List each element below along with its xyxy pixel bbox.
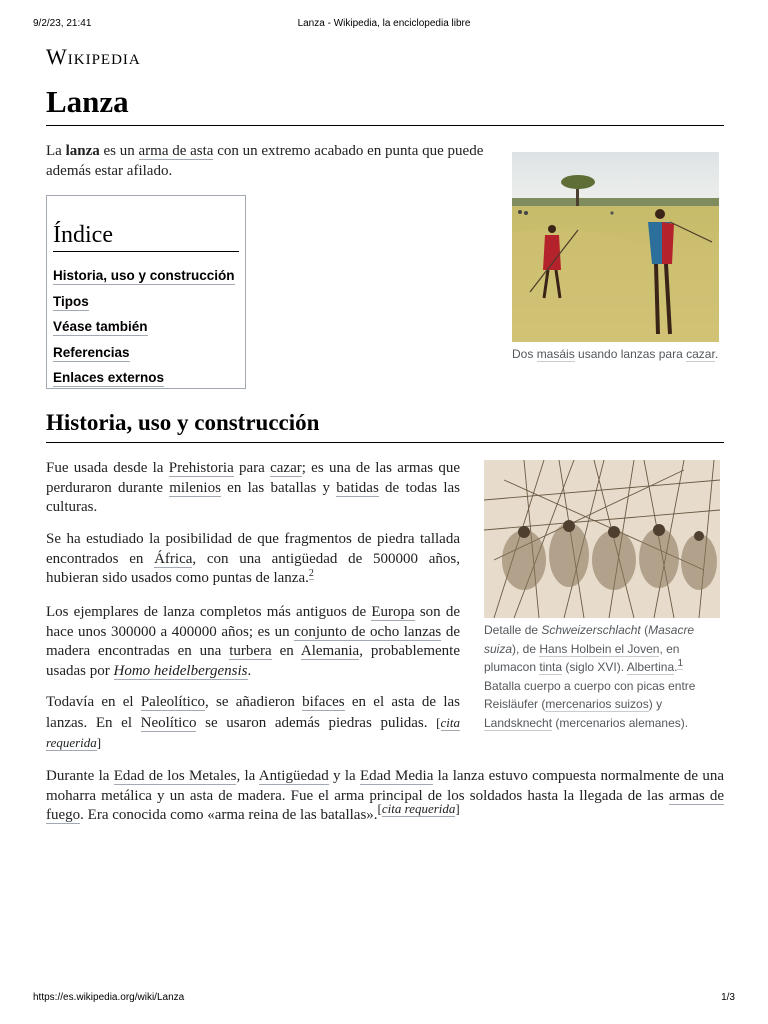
- link-milenios[interactable]: milenios: [169, 479, 221, 496]
- print-header: [33, 18, 735, 32]
- section-divider: [46, 442, 724, 443]
- battle-drawing[interactable]: [484, 460, 720, 618]
- link-alemania[interactable]: Alemania: [300, 643, 360, 659]
- reference-2[interactable]: 2: [308, 568, 314, 579]
- link-antiguedad[interactable]: Antigüedad: [258, 768, 329, 784]
- link-neolitico[interactable]: Neolítico: [140, 714, 197, 731]
- link-masais[interactable]: masáis: [536, 347, 575, 361]
- wikipedia-logo[interactable]: Wikipedia: [46, 44, 141, 69]
- link-paleolitico[interactable]: Paleolítico: [140, 694, 205, 710]
- toc-item-enlaces-externos[interactable]: Enlaces externos: [53, 370, 165, 385]
- link-arma-de-asta[interactable]: arma de asta: [138, 143, 214, 159]
- figure-masai: [512, 152, 719, 364]
- paragraph-5: Durante la Edad de los Metales, la Antigüedad y la Edad Media la lanza estuvo compuesta normalmente de una moharra metálica y un asta de madera. Fue el arma principal de los soldados hasta la llegada de las armas de fuego. Era conocida como «arma reina de las batallas».[cita requerida]: [46, 768, 725, 823]
- link-cazar[interactable]: cazar: [270, 460, 302, 476]
- link-mercenarios-suizos[interactable]: mercenarios suizos: [545, 697, 649, 711]
- toc-item-referencias[interactable]: Referencias: [53, 344, 130, 360]
- link-conjunto-ocho-lanzas[interactable]: conjunto de ocho lanzas: [294, 623, 442, 640]
- link-homo-heidelbergensis[interactable]: Homo heidelbergensis: [113, 662, 248, 679]
- link-hans-holbein[interactable]: Hans Holbein el Joven: [539, 641, 660, 656]
- cita-requerida-link[interactable]: cita requerida: [46, 714, 461, 750]
- title-divider: [46, 125, 724, 126]
- link-turbera[interactable]: turbera: [229, 643, 272, 659]
- link-tinta[interactable]: tinta: [539, 660, 563, 674]
- link-edad-de-los-metales[interactable]: Edad de los Metales: [113, 768, 237, 784]
- print-page-title: Lanza - Wikipedia, la enciclopedia libre: [297, 18, 471, 29]
- paragraph-3: Los ejemplares de lanza completos más antiguos de Europa son de hace unos 300000 a 400000 años; es un conjunto de ocho lanzas de madera encontradas en una turbera en Alemania, probablemente usadas por Homo heidelbergensis.: [46, 604, 461, 679]
- link-europa[interactable]: Europa: [371, 604, 415, 620]
- link-prehistoria[interactable]: Prehistoria: [168, 460, 234, 476]
- cita-requerida-link-2[interactable]: cita requerida: [381, 801, 456, 816]
- figure-battle-caption: Detalle de Schweizerschlacht (Masacre suiza), de Hans Holbein el Joven, en plumacon tinta (siglo XVI). Albertina.$^1$ Batalla cuerpo a cuerpo con picas entre Reisläufer (mercenarios suizos) y Landsknecht (mercenarios alemanes).: [484, 623, 696, 730]
- print-datetime: 9/2/23, 21:41: [33, 18, 92, 29]
- figure-battle: [484, 460, 720, 732]
- paragraph-4: Todavía en el Paleolítico, se añadieron bifaces en el asta de las lanzas. En el Neolítico se usaron además piedras pulidas. [cita requerida]: [46, 694, 461, 750]
- toc-item-vease-tambien[interactable]: Véase también: [53, 319, 148, 334]
- toc-item-historia[interactable]: Historia, uso y construcción: [53, 268, 235, 283]
- section-heading-historia: Historia, uso y construcción: [46, 410, 320, 435]
- link-batidas[interactable]: batidas: [336, 479, 379, 496]
- paragraph-2: Se ha estudiado la posibilidad de que fragmentos de piedra tallada encontrados en África, con una antigüedad de 500000 años, hubieran sido usados como puntas de lanza.$^2$: [46, 531, 460, 586]
- intro-bold-term: lanza: [65, 143, 100, 159]
- paragraph-1: Fue usada desde la Prehistoria para cazar; es una de las armas que perduraron durante milenios en las batallas y batidas de todas las culturas.: [46, 460, 461, 515]
- link-africa[interactable]: África: [154, 550, 193, 567]
- toc-title: Índice: [53, 222, 239, 252]
- link-landsknecht[interactable]: Landsknecht: [484, 715, 553, 730]
- intro-paragraph: La lanza es un arma de asta con un extremo acabado en punta que puede además estar afilado.: [46, 143, 484, 179]
- link-armas-de-fuego[interactable]: armas de fuego: [46, 787, 724, 823]
- print-url: https://es.wikipedia.org/wiki/Lanza: [33, 992, 185, 1003]
- figure-masai-caption: Dos masáis usando lanzas para cazar.: [512, 347, 719, 361]
- print-page-number: 1/3: [721, 992, 735, 1003]
- toc-item-tipos[interactable]: Tipos: [53, 293, 89, 309]
- link-albertina[interactable]: Albertina: [626, 660, 675, 674]
- table-of-contents: [46, 195, 246, 389]
- link-cazar-caption[interactable]: cazar: [686, 347, 715, 361]
- link-bifaces[interactable]: bifaces: [302, 694, 345, 710]
- link-edad-media[interactable]: Edad Media: [359, 768, 434, 784]
- reference-1[interactable]: 1: [677, 658, 684, 669]
- print-footer: [33, 992, 735, 1003]
- masai-photo[interactable]: [512, 152, 719, 342]
- page-title: Lanza: [46, 84, 129, 119]
